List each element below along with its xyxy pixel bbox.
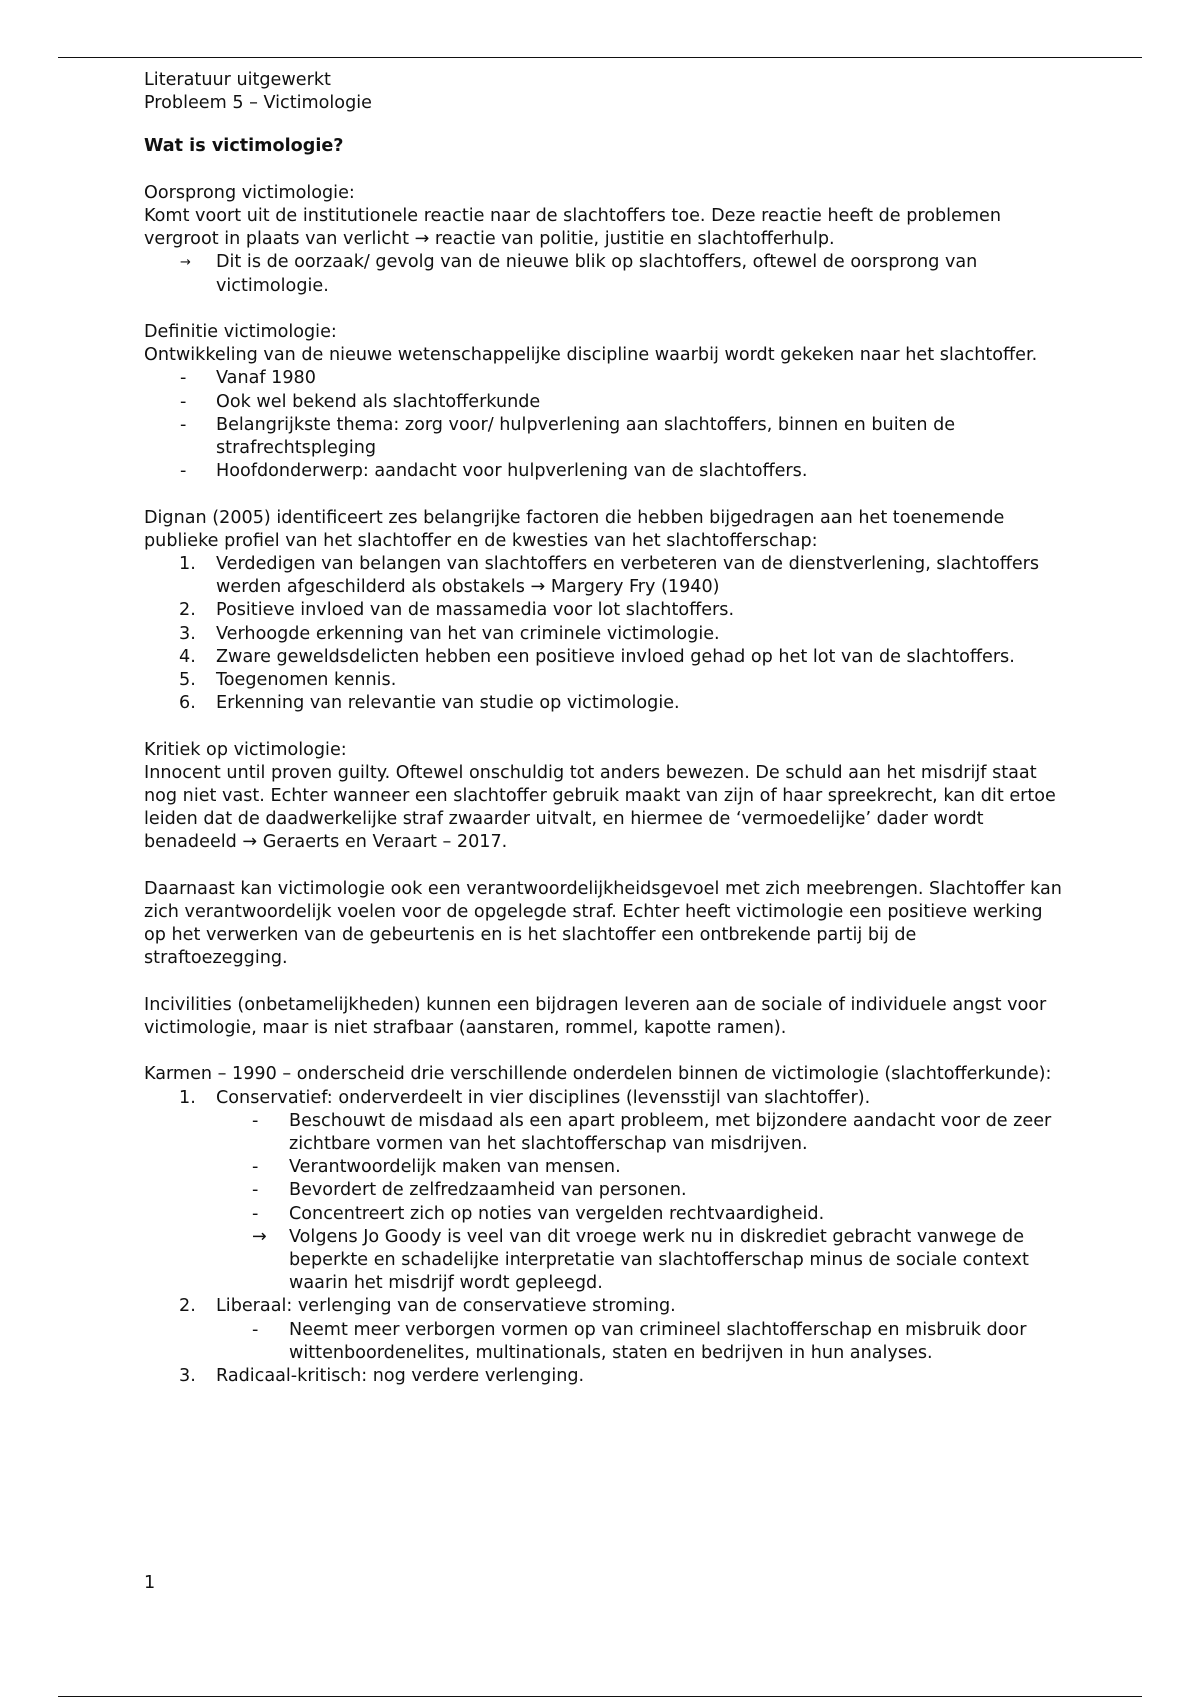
kritiek-paragraph-2: Daarnaast kan victimologie ook een verantwoordelijkheidsgevoel met zich meebrengen. Slachtoffer kan zich verantwoordelijk voelen voor de opgelegde straf. Echter heeft victimologie een positieve werking op het verwerken van de gebeurtenis en is het slachtoffer een ontbrekende partij bij de straftoezegging. <box>144 878 1062 969</box>
numbered-item: 3. Radicaal-kritisch: nog verdere verlenging. <box>179 1366 585 1387</box>
karmen-intro: Karmen – 1990 – onderscheid drie verschillende onderdelen binnen de victimologie (slachtofferkunde): <box>144 1064 1052 1085</box>
bullet-dash: - <box>180 368 187 389</box>
sub-item: - Bevordert de zelfredzaamheid van personen. <box>252 1180 687 1201</box>
oorsprong-arrow-item: → Dit is de oorzaak/ gevolg van de nieuwe blik op slachtoffers, oftewel de oorsprong van victimologie. <box>180 252 978 296</box>
numbered-item: 1. Conservatief: onderverdeelt in vier disciplines (levensstijl van slachtoffer). <box>179 1087 871 1108</box>
oorsprong-text: Komt voort uit de institutionele reactie naar de slachtoffers toe. Deze reactie heeft de problemen vergroot in plaats van verlicht → reactie van politie, justitie en slachtofferhulp. <box>144 206 1001 250</box>
numbered-item: 4. Zware geweldsdelicten hebben een positieve invloed gehad op het lot van de slachtoffers. <box>179 646 1015 667</box>
numbered-item: 2. Positieve invloed van de massamedia voor lot slachtoffers. <box>179 600 735 621</box>
kritiek-paragraph-1: Innocent until proven guilty. Oftewel onschuldig tot anders bewezen. De schuld aan het misdrijf staat nog niet vast. Echter wanneer een slachtoffer gebruik maakt van zijn of haar spreekrecht, kan dit ertoe leiden dat de daadwerkelijke straf zwaarder uitvalt, en hiermee de ‘vermoedelijke’ dader wordt benadeeld → Geraerts en Veraart – 2017. <box>144 762 1056 853</box>
list-item: - Belangrijkste thema: zorg voor/ hulpverlening aan slachtoffers, binnen en buiten de strafrechtspleging <box>180 414 956 459</box>
arrow-icon: → <box>252 1226 267 1247</box>
definitie-title: Definitie victimologie: <box>144 322 337 342</box>
sub-item: - Beschouwt de misdaad als een apart probleem, met bijzondere aandacht voor de zeer zichtbare vormen van het slachtofferschap van misdrijven. <box>252 1110 1052 1155</box>
definitie-text: Ontwikkeling van de nieuwe wetenschappelijke discipline waarbij wordt gekeken naar het slachtoffer. <box>144 345 1038 366</box>
bottom-rule <box>58 1696 1142 1697</box>
sub-item: - Concentreert zich op noties van vergelden rechtvaardigheid. <box>252 1203 825 1224</box>
kritiek-paragraph-3: Incivilities (onbetamelijkheden) kunnen een bijdragen leveren aan de sociale of individuele angst voor victimologie, maar is niet strafbaar (aanstaren, rommel, kapotte ramen). <box>144 994 1047 1039</box>
sub-item: - Verantwoordelijk maken van mensen. <box>252 1157 621 1178</box>
numbered-item: 6. Erkenning van relevantie van studie op victimologie. <box>179 693 680 714</box>
header-line-1: Literatuur uitgewerkt <box>144 70 331 90</box>
numbered-item: 5. Toegenomen kennis. <box>179 670 397 691</box>
dignan-intro: Dignan (2005) identificeert zes belangrijke factoren die hebben bijgedragen aan het toenemende publieke profiel van het slachtoffer en de kwesties van het slachtofferschap: <box>144 507 1005 551</box>
bullet-dash: - <box>180 461 187 482</box>
document-body <box>144 69 1064 1388</box>
sub-item: - Neemt meer verborgen vormen op van crimineel slachtofferschap en misbruik door wittenboordenelites, multinationals, staten en bedrijven in hun analyses. <box>252 1319 1027 1363</box>
list-item: - Hoofdonderwerp: aandacht voor hulpverlening van de slachtoffers. <box>144 460 1064 483</box>
header-line-2: Probleem 5 – Victimologie <box>144 93 372 114</box>
arrow-icon: → <box>180 255 191 271</box>
bullet-dash: - <box>180 391 187 412</box>
numbered-item: 3. Verhoogde erkenning van het van criminele victimologie. <box>179 623 720 644</box>
list-item: - Ook wel bekend als slachtofferkunde <box>144 391 1064 414</box>
list-item: - Vanaf 1980 <box>144 367 1064 390</box>
kritiek-title: Kritiek op victimologie: <box>144 739 347 760</box>
numbered-item: 2. Liberaal: verlenging van de conservatieve stroming. <box>179 1296 676 1317</box>
oorsprong-title: Oorsprong victimologie: <box>144 182 355 203</box>
section-heading: Wat is victimologie? <box>144 136 344 157</box>
page-number: 1 <box>144 1573 156 1593</box>
bullet-dash: - <box>180 414 187 435</box>
numbered-item: 1. Verdedigen van belangen van slachtoffers en verbeteren van de dienstverlening, slachtoffers werden afgeschilderd als obstakels → Margery Fry (1940) <box>179 554 1040 598</box>
top-rule <box>58 57 1142 58</box>
sub-item: → Volgens Jo Goody is veel van dit vroege werk nu in diskrediet gebracht vanwege de beperkte en schadelijke interpretatie van slachtofferschap minus de sociale context waarin het misdrijf wordt gepleegd. <box>252 1226 1029 1294</box>
